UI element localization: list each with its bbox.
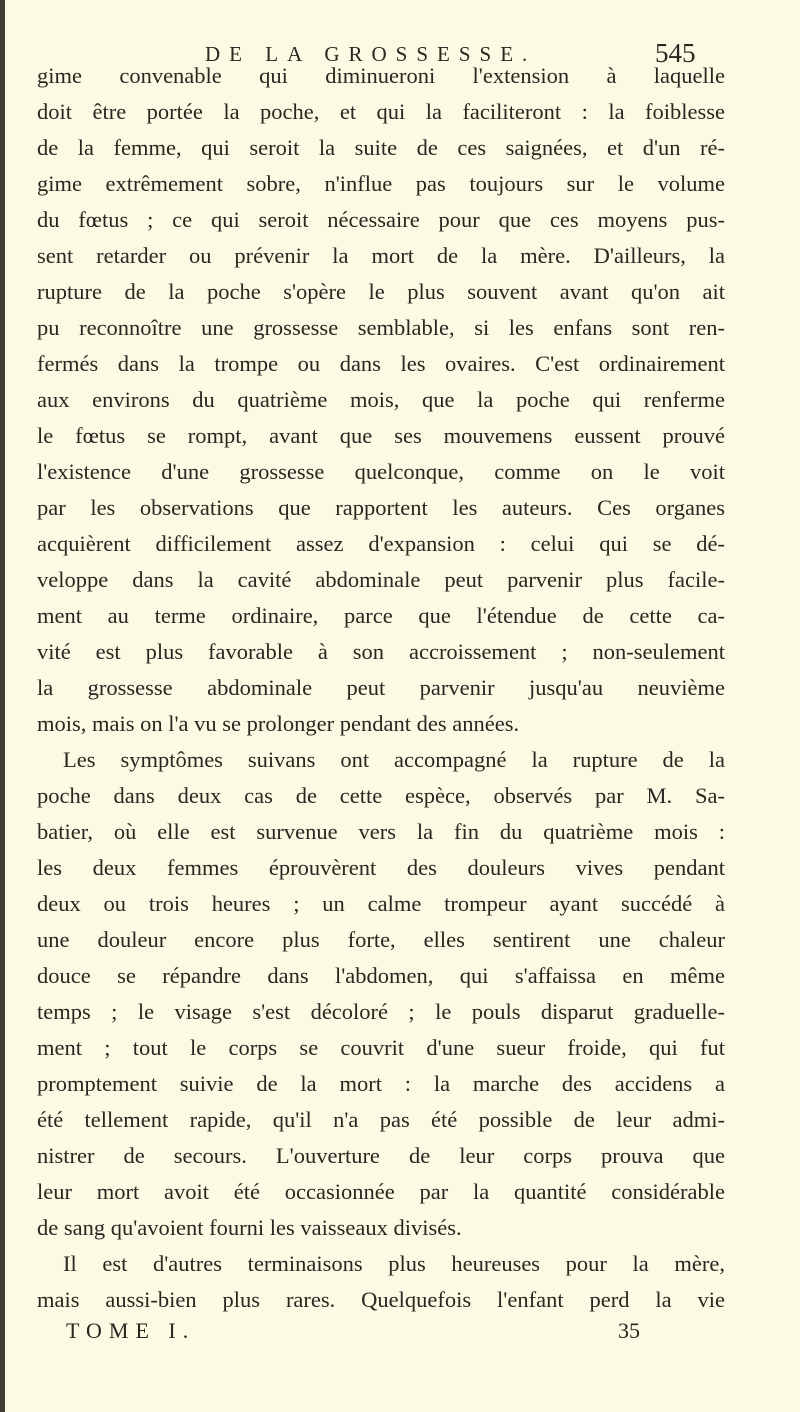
page-footer <box>0 1318 800 1348</box>
text-line: une douleur encore plus forte, elles sentirent une chaleur <box>37 927 725 952</box>
text-line: mais aussi-bien plus rares. Quelquefois l'enfant perd la vie <box>37 1287 725 1312</box>
text-line: ment ; tout le corps se couvrit d'une sueur froide, qui fut <box>37 1035 725 1060</box>
text-line: du fœtus ; ce qui seroit nécessaire pour que ces moyens pus- <box>37 207 725 232</box>
text-line: temps ; le visage s'est décoloré ; le pouls disparut graduelle- <box>37 999 725 1024</box>
text-line: la grossesse abdominale peut parvenir jusqu'au neuvième <box>37 675 725 700</box>
text-line: deux ou trois heures ; un calme trompeur ayant succédé à <box>37 891 725 916</box>
page-number: 545 <box>655 38 696 68</box>
text-line: sent retarder ou prévenir la mort de la mère. D'ailleurs, la <box>37 243 725 268</box>
text-line: le fœtus se rompt, avant que ses mouvemens eussent prouvé <box>37 423 725 448</box>
text-line: aux environs du quatrième mois, que la poche qui renferme <box>37 387 725 412</box>
text-line: de la femme, qui seroit la suite de ces saignées, et d'un ré- <box>37 135 725 160</box>
text-line: nistrer de secours. L'ouverture de leur corps prouva que <box>37 1143 725 1168</box>
signature-mark: 35 <box>618 1318 640 1343</box>
text-line: leur mort avoit été occasionnée par la quantité considérable <box>37 1179 725 1204</box>
text-line: fermés dans la trompe ou dans les ovaires. C'est ordinairement <box>37 351 725 376</box>
text-line: promptement suivie de la mort : la marche des accidens a <box>37 1071 725 1096</box>
page-edge <box>0 0 5 1412</box>
text-line: rupture de la poche s'opère le plus souvent avant qu'on ait <box>37 279 725 304</box>
text-line: les deux femmes éprouvèrent des douleurs vives pendant <box>37 855 725 880</box>
text-line: mois, mais on l'a vu se prolonger pendant des années. <box>37 711 520 736</box>
text-line: vité est plus favorable à son accroissement ; non-seulement <box>37 639 725 664</box>
text-line: doit être portée la poche, et qui la faciliteront : la foiblesse <box>37 99 725 124</box>
text-line: ment au terme ordinaire, parce que l'étendue de cette ca- <box>37 603 725 628</box>
text-line: acquièrent difficilement assez d'expansion : celui qui se dé- <box>37 531 725 556</box>
volume-label: TOME I. <box>66 1318 196 1343</box>
text-line: l'existence d'une grossesse quelconque, comme on le voit <box>37 459 725 484</box>
text-line: poche dans deux cas de cette espèce, observés par M. Sa- <box>37 783 725 808</box>
body-text <box>37 58 725 1318</box>
text-line: batier, où elle est survenue vers la fin du quatrième mois : <box>37 819 725 844</box>
text-line: gime extrêmement sobre, n'influe pas toujours sur le volume <box>37 171 725 196</box>
text-line: de sang qu'avoient fourni les vaisseaux divisés. <box>37 1215 462 1240</box>
text-line: gime convenable qui diminueroni l'extension à laquelle <box>37 63 725 88</box>
running-title: DE LA GROSSESSE. <box>205 42 537 66</box>
text-line: été tellement rapide, qu'il n'a pas été possible de leur admi- <box>37 1107 725 1132</box>
text-line: Les symptômes suivans ont accompagné la rupture de la <box>63 747 725 772</box>
text-line: pu reconnoître une grossesse semblable, si les enfans sont ren- <box>37 315 725 340</box>
text-line: par les observations que rapportent les auteurs. Ces organes <box>37 495 725 520</box>
text-line: Il est d'autres terminaisons plus heureuses pour la mère, <box>63 1251 725 1276</box>
text-line: veloppe dans la cavité abdominale peut parvenir plus facile- <box>37 567 725 592</box>
text-line: douce se répandre dans l'abdomen, qui s'affaissa en même <box>37 963 725 988</box>
